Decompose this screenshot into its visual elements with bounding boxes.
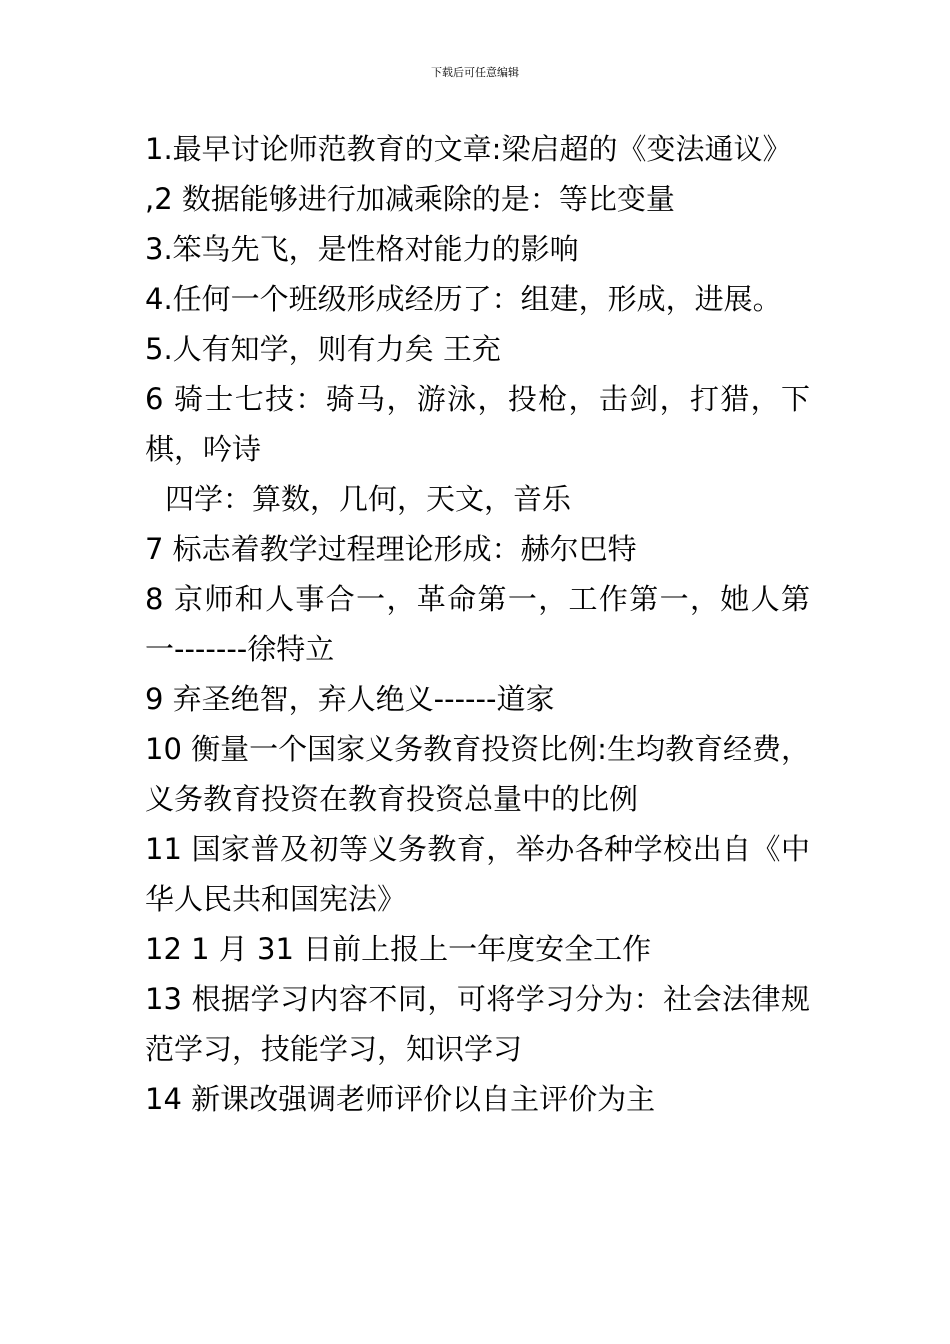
list-item-6-sub: 四学：算数，几何，天文，音乐 xyxy=(165,482,572,516)
list-item-8: 8 京师和人事合一，革命第一，工作第一，她人第一-------徐特立 xyxy=(145,582,810,666)
list-item-13: 13 根据学习内容不同，可将学习分为：社会法律规范学习，技能学习，知识学习 xyxy=(145,982,810,1066)
list-item-11: 11 国家普及初等义务教育，举办各种学校出自《中华人民共和国宪法》 xyxy=(145,832,810,916)
list-item-1: 1.最早讨论师范教育的文章:梁启超的《变法通议》 xyxy=(145,132,792,166)
list-item-3: 3.笨鸟先飞，是性格对能力的影响 xyxy=(145,232,579,266)
list-item-4: 4.任何一个班级形成经历了：组建，形成，进展。 xyxy=(145,282,782,316)
list-item-6: 6 骑士七技：骑马，游泳，投枪，击剑，打猎，下棋，吟诗 xyxy=(145,382,810,466)
document-body xyxy=(145,124,810,1124)
list-item-12: 12 1 月 31 日前上报上一年度安全工作 xyxy=(145,932,652,966)
list-item-2: ,2 数据能够进行加减乘除的是：等比变量 xyxy=(145,182,675,216)
list-item-10: 10 衡量一个国家义务教育投资比例:生均教育经费，义务教育投资在教育投资总量中的比例 xyxy=(145,732,810,816)
list-item-9: 9 弃圣绝智，弃人绝义------道家 xyxy=(145,682,555,716)
list-item-5: 5.人有知学，则有力矣 王充 xyxy=(145,332,501,366)
list-item-14: 14 新课改强调老师评价以自主评价为主 xyxy=(145,1082,656,1116)
page-header: 下载后可任意编辑 xyxy=(431,66,519,79)
list-item-7: 7 标志着教学过程理论形成：赫尔巴特 xyxy=(145,532,637,566)
